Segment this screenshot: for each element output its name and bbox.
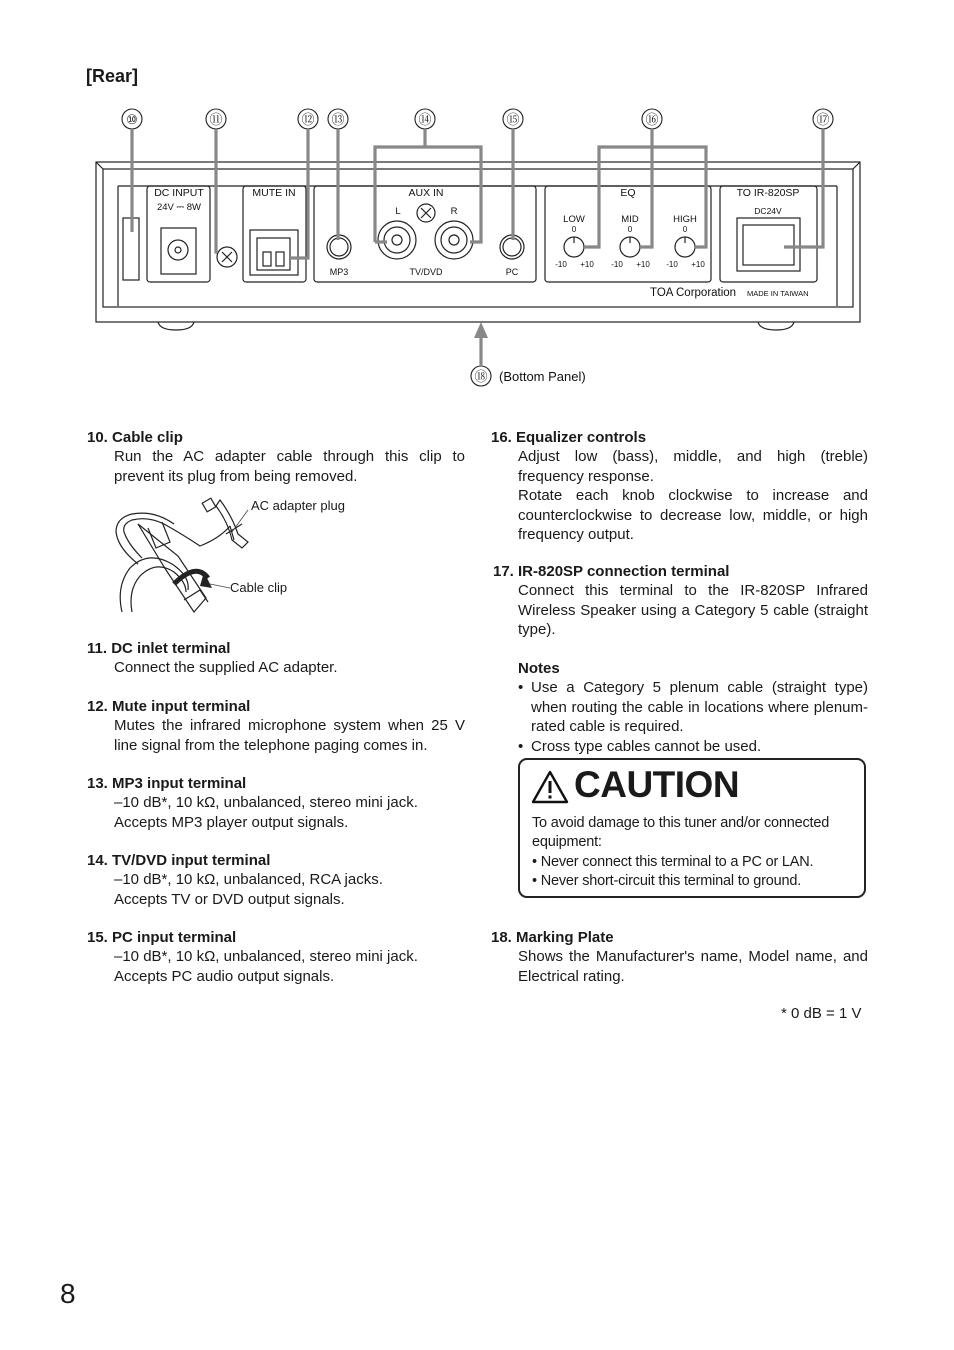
item-body: Rotate each knob clockwise to increase and counterclockwise to decrease low, middle, or high frequency output.	[518, 487, 868, 544]
bottom-panel-label: (Bottom Panel)	[499, 369, 586, 384]
eq-low-zero: 0	[571, 225, 577, 234]
item-heading: 10. Cable clip	[87, 429, 183, 446]
item-mp3-input	[87, 774, 465, 832]
item-body: Accepts PC audio output signals.	[114, 967, 335, 985]
caution-box	[518, 758, 866, 898]
eq-low-min: -10	[555, 260, 567, 269]
caution-title: CAUTION	[574, 764, 740, 805]
eq-low-max: +10	[580, 260, 594, 269]
item-heading: 18. Marking Plate	[491, 929, 614, 946]
item-cable-clip	[87, 428, 465, 486]
warning-triangle-icon	[531, 770, 569, 804]
label-low: LOW	[563, 214, 585, 225]
item-ir820sp-terminal	[491, 562, 868, 640]
label-pc: PC	[505, 267, 519, 277]
notes	[518, 659, 868, 756]
caution-bullet: • Never connect this terminal to a PC or LAN.	[532, 853, 814, 870]
callout-11: ⑪	[209, 112, 223, 127]
label-mp3: MP3	[329, 267, 349, 277]
brand-name: TOA Corporation	[650, 287, 737, 299]
callout-16: ⑯	[645, 112, 659, 127]
clip-label: Cable clip	[230, 580, 288, 595]
label-dc-rating: 24V ⎓ 8W	[156, 202, 202, 213]
item-body: Connect the supplied AC adapter.	[114, 659, 338, 677]
item-equalizer	[491, 428, 868, 544]
item-pc-input	[87, 928, 465, 986]
item-body: Accepts TV or DVD output signals.	[114, 890, 345, 908]
footnote: * 0 dB = 1 V	[781, 1005, 862, 1022]
label-mute-in: MUTE IN	[252, 187, 296, 199]
label-high: HIGH	[673, 214, 697, 225]
rear-panel-diagram	[0, 100, 954, 400]
item-spec: –10 dB*, 10 kΩ, unbalanced, stereo mini jack.	[114, 794, 418, 812]
section-title: [Rear]	[86, 66, 139, 86]
callout-15: ⑮	[506, 112, 520, 127]
label-mid: MID	[621, 214, 639, 225]
item-body: Run the AC adapter cable through this clip to prevent its plug from being removed.	[114, 448, 465, 485]
eq-high-min: -10	[666, 260, 678, 269]
notes-title: Notes	[518, 660, 560, 677]
note-item: • Use a Category 5 plenum cable (straight type) when routing the cable in locations where plenum-rated cable is required.	[518, 678, 868, 736]
label-left: L	[395, 206, 401, 217]
item-heading: 11. DC inlet terminal	[87, 640, 231, 657]
note-item: • Cross type cables cannot be used.	[518, 737, 868, 756]
eq-mid-zero: 0	[627, 225, 633, 234]
item-heading: 17. IR-820SP connection terminal	[493, 563, 730, 580]
eq-mid-min: -10	[611, 260, 623, 269]
item-heading: 13. MP3 input terminal	[87, 775, 247, 792]
item-dc-inlet	[87, 639, 465, 678]
made-in: MADE IN TAIWAN	[747, 289, 809, 298]
item-spec: –10 dB*, 10 kΩ, unbalanced, RCA jacks.	[114, 871, 383, 889]
label-to-ir: TO IR-820SP	[736, 187, 800, 199]
callout-17: ⑰	[816, 112, 830, 127]
eq-high-zero: 0	[682, 225, 688, 234]
item-body: Adjust low (bass), middle, and high (treble) frequency response.	[518, 448, 868, 485]
item-body: Mutes the infrared microphone system when 25 V line signal from the telephone paging comes in.	[114, 717, 465, 754]
item-mute-input	[87, 697, 465, 755]
callout-13: ⑬	[331, 112, 345, 127]
label-dc24v: DC24V	[754, 206, 782, 216]
item-heading: 16. Equalizer controls	[491, 429, 647, 446]
eq-mid-max: +10	[636, 260, 650, 269]
item-body: Connect this terminal to the IR-820SP Infrared Wireless Speaker using a Category 5 cable (straight type).	[518, 582, 868, 639]
item-heading: 14. TV/DVD input terminal	[87, 852, 271, 869]
item-marking-plate	[491, 928, 868, 986]
label-right: R	[450, 206, 458, 217]
eq-high-max: +10	[691, 260, 705, 269]
page-number: 8	[60, 1278, 76, 1309]
item-body: Accepts MP3 player output signals.	[114, 813, 349, 831]
label-tvdvd: TV/DVD	[409, 267, 443, 277]
item-body: Shows the Manufacturer's name, Model name, and Electrical rating.	[518, 948, 868, 985]
caution-bullet: • Never short-circuit this terminal to ground.	[532, 873, 802, 890]
callout-18: ⑱	[474, 369, 488, 384]
label-aux-in: AUX IN	[408, 187, 444, 199]
item-heading: 12. Mute input terminal	[87, 698, 251, 715]
plug-label: AC adapter plug	[251, 498, 345, 513]
caution-intro: To avoid damage to this tuner and/or connected equipment:	[532, 815, 830, 851]
label-eq: EQ	[620, 187, 636, 199]
callout-14: ⑭	[418, 112, 432, 127]
item-heading: 15. PC input terminal	[87, 929, 237, 946]
callout-10: ⑩	[126, 112, 138, 127]
item-tvdvd-input	[87, 851, 465, 909]
item-spec: –10 dB*, 10 kΩ, unbalanced, stereo mini jack.	[114, 948, 418, 966]
label-dc-input: DC INPUT	[154, 187, 204, 199]
callout-12: ⑫	[301, 112, 315, 127]
